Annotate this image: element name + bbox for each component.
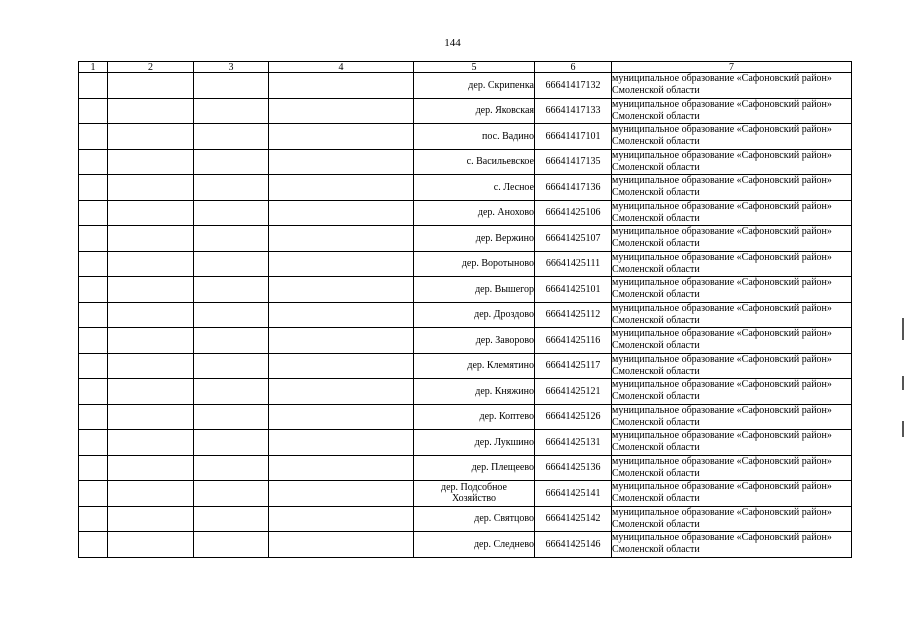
empty-cell (269, 532, 414, 558)
empty-cell (79, 200, 108, 226)
empty-cell (108, 124, 194, 150)
municipality-line: муниципальное образование «Сафоновский район» (612, 200, 832, 212)
table-row (79, 328, 852, 354)
municipality-line: Смоленской области (612, 289, 700, 301)
locality-cell (414, 481, 535, 507)
table-row (79, 302, 852, 328)
empty-cell (108, 455, 194, 481)
municipality-line: муниципальное образование «Сафоновский район» (612, 481, 832, 493)
scan-edge-mark (902, 376, 904, 390)
municipality-cell (612, 430, 852, 456)
empty-cell (194, 277, 269, 303)
code-cell: 66641417133 (535, 98, 612, 124)
locality-cell: дер. Коптево (414, 404, 535, 430)
empty-cell (108, 353, 194, 379)
empty-cell (108, 226, 194, 252)
table-row (79, 251, 852, 277)
municipality-line: муниципальное образование «Сафоновский район» (612, 532, 832, 544)
municipality-cell (612, 532, 852, 558)
empty-cell (269, 124, 414, 150)
empty-cell (108, 73, 194, 99)
column-number-row (79, 62, 852, 73)
empty-cell (108, 532, 194, 558)
empty-cell (108, 481, 194, 507)
locality-cell: дер. Лукшино (414, 430, 535, 456)
municipality-line: муниципальное образование «Сафоновский район» (612, 98, 832, 110)
municipality-line: Смоленской области (612, 493, 700, 505)
code-cell: 66641425131 (535, 430, 612, 456)
municipality-cell (612, 251, 852, 277)
code-cell: 66641425136 (535, 455, 612, 481)
empty-cell (79, 277, 108, 303)
empty-cell (269, 506, 414, 532)
empty-cell (79, 124, 108, 150)
municipality-line: муниципальное образование «Сафоновский район» (612, 124, 832, 136)
municipality-line: муниципальное образование «Сафоновский район» (612, 277, 832, 289)
empty-cell (269, 73, 414, 99)
municipality-cell (612, 302, 852, 328)
empty-cell (194, 302, 269, 328)
municipality-line: Смоленской области (612, 518, 700, 530)
table-row (79, 124, 852, 150)
empty-cell (194, 353, 269, 379)
municipality-line: Смоленской области (612, 467, 700, 479)
empty-cell (194, 149, 269, 175)
locality-cell: дер. Святцово (414, 506, 535, 532)
empty-cell (194, 404, 269, 430)
empty-cell (108, 251, 194, 277)
municipality-cell (612, 73, 852, 99)
empty-cell (108, 404, 194, 430)
empty-cell (194, 430, 269, 456)
code-cell: 66641425141 (535, 481, 612, 507)
empty-cell (194, 251, 269, 277)
locality-cell: дер. Клемятино (414, 353, 535, 379)
municipality-line: Смоленской области (612, 391, 700, 403)
municipality-line: Смоленской области (612, 212, 700, 224)
table-row (79, 200, 852, 226)
empty-cell (269, 379, 414, 405)
locality-line: дер. Подсобное (441, 482, 507, 494)
empty-cell (269, 200, 414, 226)
empty-cell (108, 430, 194, 456)
municipality-line: Смоленской области (612, 544, 700, 556)
municipality-line: Смоленской области (612, 314, 700, 326)
code-cell: 66641425117 (535, 353, 612, 379)
empty-cell (79, 430, 108, 456)
municipality-cell (612, 455, 852, 481)
empty-cell (194, 532, 269, 558)
empty-cell (269, 353, 414, 379)
locality-cell: дер. Княжино (414, 379, 535, 405)
locality-cell: дер. Скрипенка (414, 73, 535, 99)
empty-cell (194, 98, 269, 124)
table-row (79, 98, 852, 124)
municipality-cell (612, 124, 852, 150)
empty-cell (269, 302, 414, 328)
table-row (79, 277, 852, 303)
empty-cell (79, 353, 108, 379)
registry-table (78, 61, 852, 558)
locality-cell: дер. Вышегор (414, 277, 535, 303)
empty-cell (79, 226, 108, 252)
locality-cell: пос. Вадино (414, 124, 535, 150)
table-row (79, 149, 852, 175)
empty-cell (108, 200, 194, 226)
code-cell: 66641425121 (535, 379, 612, 405)
empty-cell (79, 404, 108, 430)
municipality-cell (612, 175, 852, 201)
locality-cell: дер. Дроздово (414, 302, 535, 328)
table-row (79, 481, 852, 507)
municipality-line: Смоленской области (612, 161, 700, 173)
empty-cell (269, 149, 414, 175)
municipality-line: муниципальное образование «Сафоновский район» (612, 506, 832, 518)
municipality-line: Смоленской области (612, 238, 700, 250)
empty-cell (269, 328, 414, 354)
municipality-line: Смоленской области (612, 85, 700, 97)
municipality-line: муниципальное образование «Сафоновский район» (612, 226, 832, 238)
municipality-line: Смоленской области (612, 340, 700, 352)
municipality-line: Смоленской области (612, 136, 700, 148)
municipality-line: муниципальное образование «Сафоновский район» (612, 353, 832, 365)
code-cell: 66641425116 (535, 328, 612, 354)
empty-cell (108, 149, 194, 175)
locality-line: Хозяйство (452, 493, 496, 505)
municipality-cell (612, 149, 852, 175)
code-cell: 66641425142 (535, 506, 612, 532)
locality-cell: дер. Яковская (414, 98, 535, 124)
empty-cell (194, 226, 269, 252)
empty-cell (269, 404, 414, 430)
municipality-line: муниципальное образование «Сафоновский район» (612, 302, 832, 314)
municipality-cell (612, 200, 852, 226)
code-cell: 66641417136 (535, 175, 612, 201)
column-header: 2 (108, 62, 194, 73)
municipality-cell (612, 379, 852, 405)
code-cell: 66641417135 (535, 149, 612, 175)
municipality-cell (612, 226, 852, 252)
locality-cell: дер. Вержино (414, 226, 535, 252)
column-header: 5 (414, 62, 535, 73)
empty-cell (79, 506, 108, 532)
empty-cell (194, 379, 269, 405)
empty-cell (79, 481, 108, 507)
empty-cell (108, 277, 194, 303)
code-cell: 66641425112 (535, 302, 612, 328)
table-row (79, 353, 852, 379)
empty-cell (108, 506, 194, 532)
locality-cell: дер. Следнево (414, 532, 535, 558)
empty-cell (194, 455, 269, 481)
page-number: 144 (444, 37, 461, 49)
municipality-line: Смоленской области (612, 416, 700, 428)
locality-cell: дер. Плещеево (414, 455, 535, 481)
empty-cell (79, 455, 108, 481)
empty-cell (269, 455, 414, 481)
empty-cell (79, 149, 108, 175)
table-row (79, 379, 852, 405)
municipality-cell (612, 506, 852, 532)
empty-cell (79, 251, 108, 277)
empty-cell (194, 73, 269, 99)
municipality-line: Смоленской области (612, 187, 700, 199)
empty-cell (79, 98, 108, 124)
municipality-cell (612, 353, 852, 379)
locality-cell: дер. Анохово (414, 200, 535, 226)
empty-cell (79, 73, 108, 99)
municipality-line: муниципальное образование «Сафоновский район» (612, 455, 832, 467)
column-header: 1 (79, 62, 108, 73)
column-header: 4 (269, 62, 414, 73)
scan-edge-mark (902, 318, 904, 340)
empty-cell (108, 328, 194, 354)
empty-cell (194, 506, 269, 532)
locality-cell: с. Лесное (414, 175, 535, 201)
empty-cell (108, 379, 194, 405)
empty-cell (79, 532, 108, 558)
table-row (79, 455, 852, 481)
empty-cell (269, 98, 414, 124)
code-cell: 66641425146 (535, 532, 612, 558)
locality-cell: дер. Воротыново (414, 251, 535, 277)
column-header: 3 (194, 62, 269, 73)
table-row (79, 430, 852, 456)
municipality-cell (612, 328, 852, 354)
empty-cell (269, 226, 414, 252)
code-cell: 66641425126 (535, 404, 612, 430)
municipality-line: Смоленской области (612, 263, 700, 275)
empty-cell (79, 328, 108, 354)
code-cell: 66641417101 (535, 124, 612, 150)
municipality-line: Смоленской области (612, 365, 700, 377)
code-cell: 66641425106 (535, 200, 612, 226)
table-row (79, 175, 852, 201)
municipality-line: муниципальное образование «Сафоновский район» (612, 328, 832, 340)
municipality-cell (612, 481, 852, 507)
municipality-line: муниципальное образование «Сафоновский район» (612, 251, 832, 263)
municipality-line: муниципальное образование «Сафоновский район» (612, 175, 832, 187)
table-row (79, 506, 852, 532)
locality-cell: с. Васильевское (414, 149, 535, 175)
table-row (79, 532, 852, 558)
municipality-line: муниципальное образование «Сафоновский район» (612, 430, 832, 442)
empty-cell (269, 175, 414, 201)
column-header: 6 (535, 62, 612, 73)
table-row (79, 73, 852, 99)
table-row (79, 404, 852, 430)
municipality-line: муниципальное образование «Сафоновский район» (612, 73, 832, 85)
code-cell: 66641425107 (535, 226, 612, 252)
empty-cell (194, 124, 269, 150)
empty-cell (269, 481, 414, 507)
empty-cell (269, 251, 414, 277)
code-cell: 66641417132 (535, 73, 612, 99)
code-cell: 66641425111 (535, 251, 612, 277)
empty-cell (79, 175, 108, 201)
empty-cell (194, 328, 269, 354)
code-cell: 66641425101 (535, 277, 612, 303)
municipality-line: Смоленской области (612, 110, 700, 122)
empty-cell (108, 302, 194, 328)
empty-cell (269, 277, 414, 303)
municipality-line: муниципальное образование «Сафоновский район» (612, 149, 832, 161)
municipality-line: муниципальное образование «Сафоновский район» (612, 404, 832, 416)
scan-edge-mark (902, 421, 904, 437)
empty-cell (108, 98, 194, 124)
column-header: 7 (612, 62, 852, 73)
municipality-cell (612, 98, 852, 124)
municipality-line: муниципальное образование «Сафоновский район» (612, 379, 832, 391)
empty-cell (194, 200, 269, 226)
empty-cell (79, 379, 108, 405)
empty-cell (79, 302, 108, 328)
municipality-line: Смоленской области (612, 442, 700, 454)
empty-cell (194, 175, 269, 201)
empty-cell (108, 175, 194, 201)
locality-cell: дер. Заворово (414, 328, 535, 354)
empty-cell (269, 430, 414, 456)
empty-cell (194, 481, 269, 507)
table-row (79, 226, 852, 252)
municipality-cell (612, 277, 852, 303)
municipality-cell (612, 404, 852, 430)
